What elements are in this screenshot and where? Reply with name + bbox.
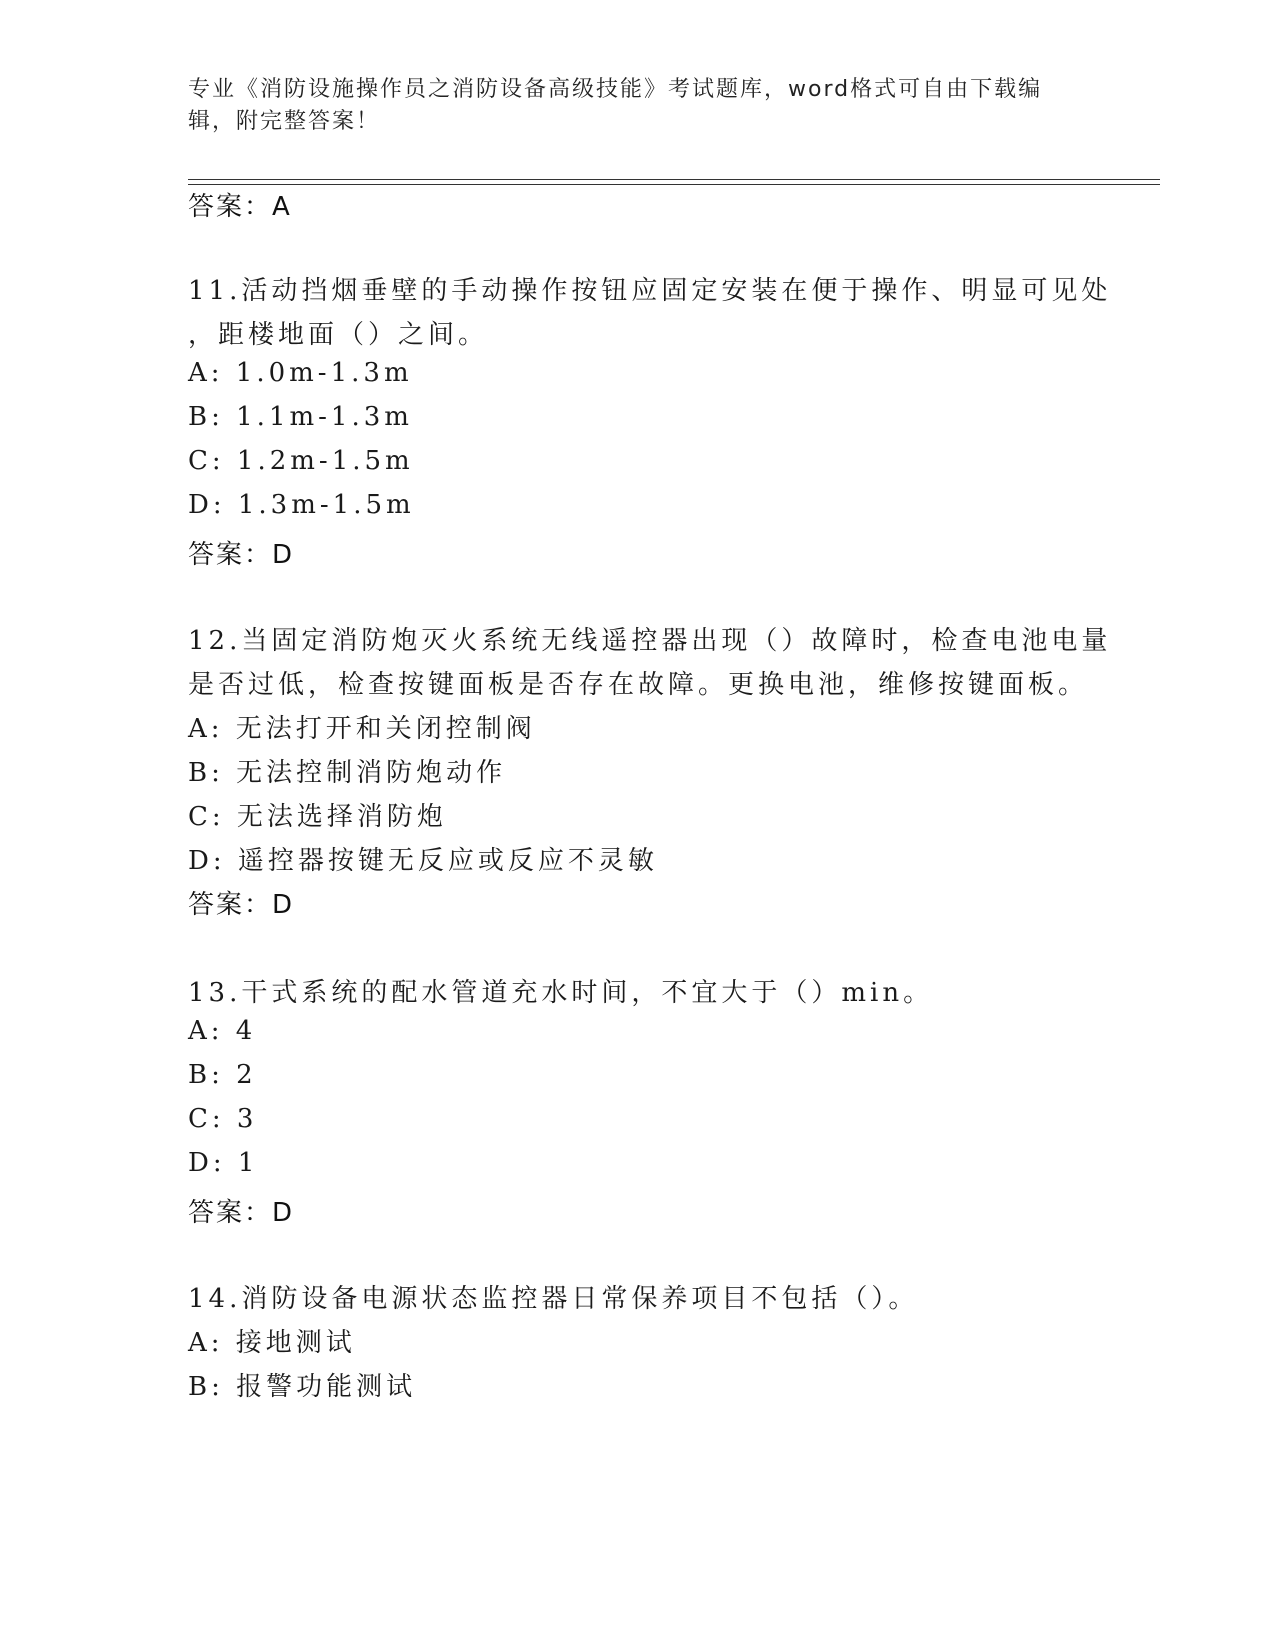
answer-line: 答案：D xyxy=(188,890,295,920)
document-header xyxy=(188,74,1088,138)
option-b: B: 2 xyxy=(188,1060,257,1090)
header-line-1: 专业《消防设施操作员之消防设备高级技能》考试题库，word格式可自由下载编 xyxy=(188,77,1043,102)
option-c: C: 无法选择消防炮 xyxy=(188,802,447,832)
option-a: A: 4 xyxy=(188,1016,257,1046)
option-b: B: 1.1m-1.3m xyxy=(188,402,413,432)
option-d: D: 1 xyxy=(188,1148,259,1178)
option-c: C: 3 xyxy=(188,1104,258,1134)
option-b: B: 无法控制消防炮动作 xyxy=(188,758,507,788)
question-text: 13.干式系统的配水管道充水时间，不宜大于（）min。 xyxy=(188,978,934,1008)
option-b: B: 报警功能测试 xyxy=(188,1372,417,1402)
answer-line: 答案：D xyxy=(188,1198,295,1228)
option-a: A: 1.0m-1.3m xyxy=(188,358,413,388)
question-text: 12.当固定消防炮灭火系统无线遥控器出现（）故障时，检查电池电量 xyxy=(188,626,1112,656)
option-d: D: 遥控器按键无反应或反应不灵敏 xyxy=(188,846,658,876)
question-text: 是否过低，检查按键面板是否存在故障。更换电池，维修按键面板。 xyxy=(188,670,1089,700)
header-line-2: 辑，附完整答案！ xyxy=(188,109,381,134)
option-a: A: 无法打开和关闭控制阀 xyxy=(188,714,536,744)
answer-line: 答案：A xyxy=(188,192,292,222)
header-divider-second xyxy=(188,184,1160,185)
question-text: ，距楼地面（）之间。 xyxy=(188,320,489,350)
option-d: D: 1.3m-1.5m xyxy=(188,490,415,520)
option-c: C: 1.2m-1.5m xyxy=(188,446,414,476)
question-text: 14.消防设备电源状态监控器日常保养项目不包括（）。 xyxy=(188,1284,919,1314)
option-a: A: 接地测试 xyxy=(188,1328,356,1358)
answer-line: 答案：D xyxy=(188,540,295,570)
header-divider xyxy=(188,179,1160,180)
question-text: 11.活动挡烟垂壁的手动操作按钮应固定安装在便于操作、明显可见处 xyxy=(188,276,1112,306)
